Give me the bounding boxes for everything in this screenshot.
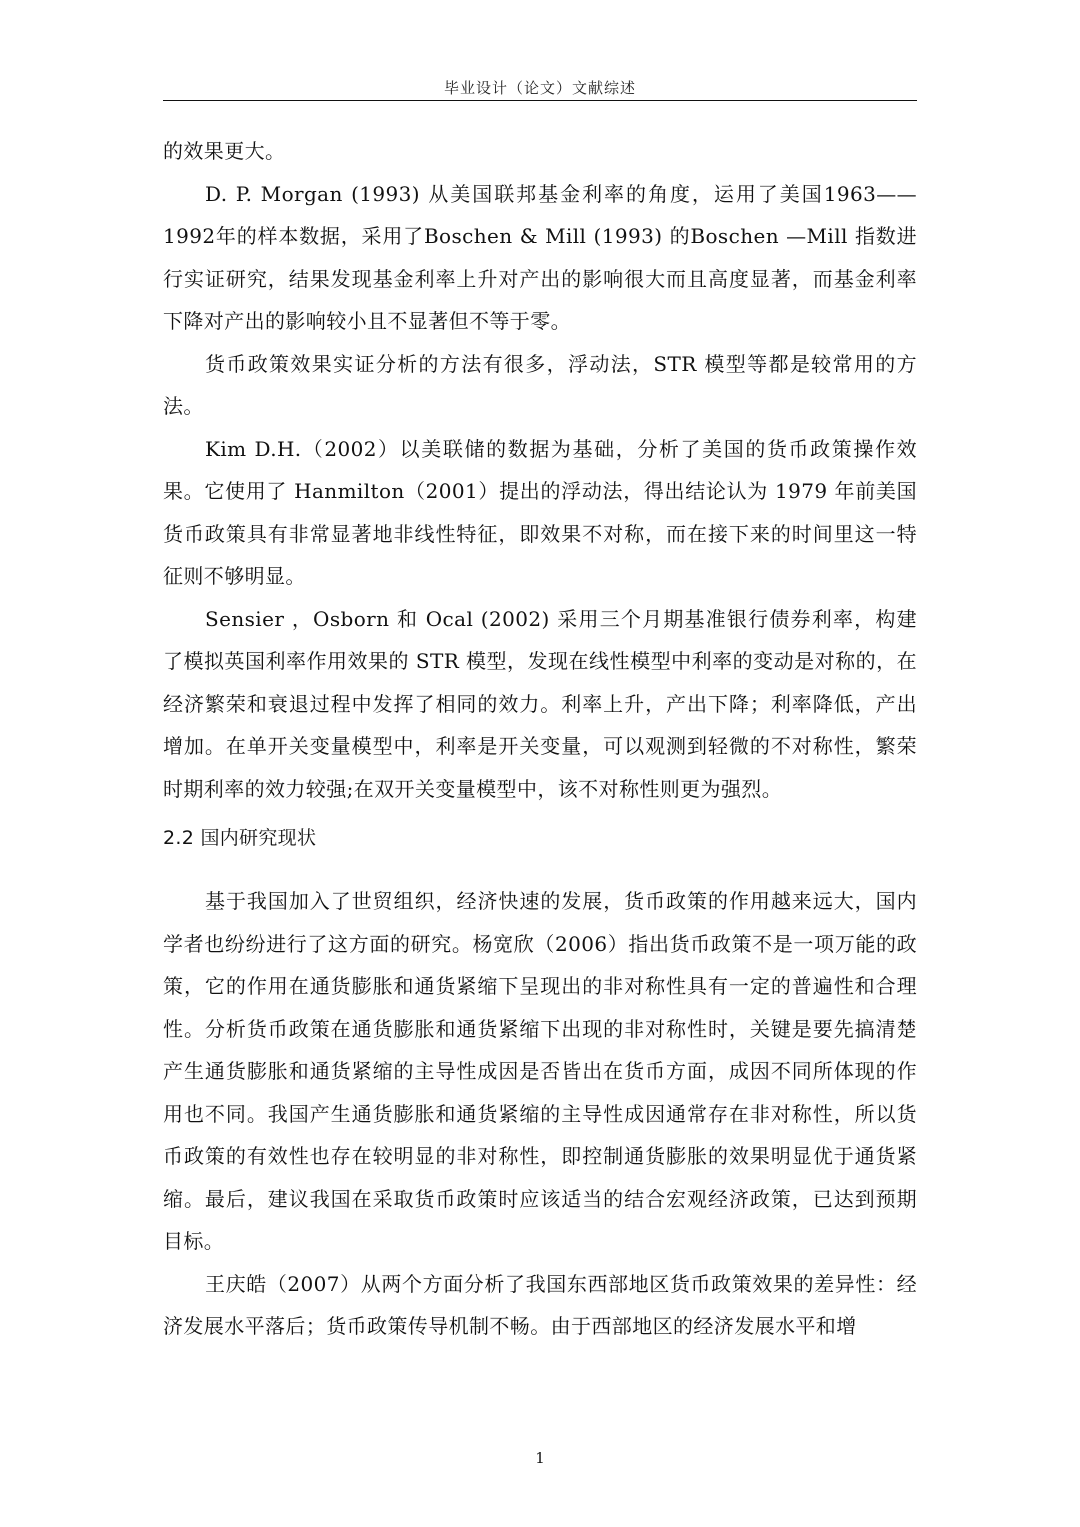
paragraph-methods: 货币政策效果实证分析的方法有很多，浮动法，STR 模型等都是较常用的方法。 [163, 351, 917, 418]
paragraph-continuation: 的效果更大。 [163, 139, 286, 163]
page-number: 1 [535, 1449, 545, 1467]
document-body [163, 130, 917, 1348]
paragraph-wang: 王庆皓（2007）从两个方面分析了我国东西部地区货币政策效果的差异性：经济发展水平落后；货币政策传导机制不畅。由于西部地区的经济发展水平和增 [163, 1271, 917, 1338]
section-heading: 2.2 国内研究现状 [163, 827, 317, 849]
header-divider [163, 100, 917, 101]
paragraph-sensier: Sensier ，Osborn 和 Ocal (2002) 采用三个月期基准银行债券利率，构建了模拟英国利率作用效果的 STR 模型，发现在线性模型中利率的变动是对称的，在经济繁荣和衰退过程中发挥了相同的效力。利率上升，产出下降；利率降低，产出增加。在单开关变量模型中，利率是开关变量，可以观测到轻微的不对称性，繁荣时期利率的效力较强;在双开关变量模型中，该不对称性则更为强烈。 [163, 606, 917, 801]
paragraph-kim: Kim D.H.（2002）以美联储的数据为基础，分析了美国的货币政策操作效果。它使用了 Hanmilton（2001）提出的浮动法，得出结论认为 1979 年前美国货币政策具有非常显著地非线性特征，即效果不对称，而在接下来的时间里这一特征则不够明显。 [163, 436, 917, 588]
paragraph-domestic-research: 基于我国加入了世贸组织，经济快速的发展，货币政策的作用越来远大，国内学者也纷纷进行了这方面的研究。杨宽欣（2006）指出货币政策不是一项万能的政策，它的作用在通货膨胀和通货紧缩下呈现出的非对称性具有一定的普遍性和合理性。分析货币政策在通货膨胀和通货紧缩下出现的非对称性时，关键是要先搞清楚产生通货膨胀和通货紧缩的主导性成因是否皆出在货币方面，成因不同所体现的作用也不同。我国产生通货膨胀和通货紧缩的主导性成因通常存在非对称性，所以货币政策的有效性也存在较明显的非对称性，即控制通货膨胀的效果明显优于通货紧缩。最后，建议我国在采取货币政策时应该适当的结合宏观经济政策，已达到预期目标。 [163, 889, 917, 1253]
page-header-title: 毕业设计（论文）文献综述 [443, 79, 636, 97]
paragraph-morgan: D. P. Morgan (1993) 从美国联邦基金利率的角度，运用了美国1963——1992年的样本数据，采用了Boschen & Mill (1993) 的Boschen —Mill 指数进行实证研究，结果发现基金利率上升对产出的影响很大而且高度显著，而基金利率下降对产出的影响较小且不显著但不等于零。 [163, 181, 917, 333]
